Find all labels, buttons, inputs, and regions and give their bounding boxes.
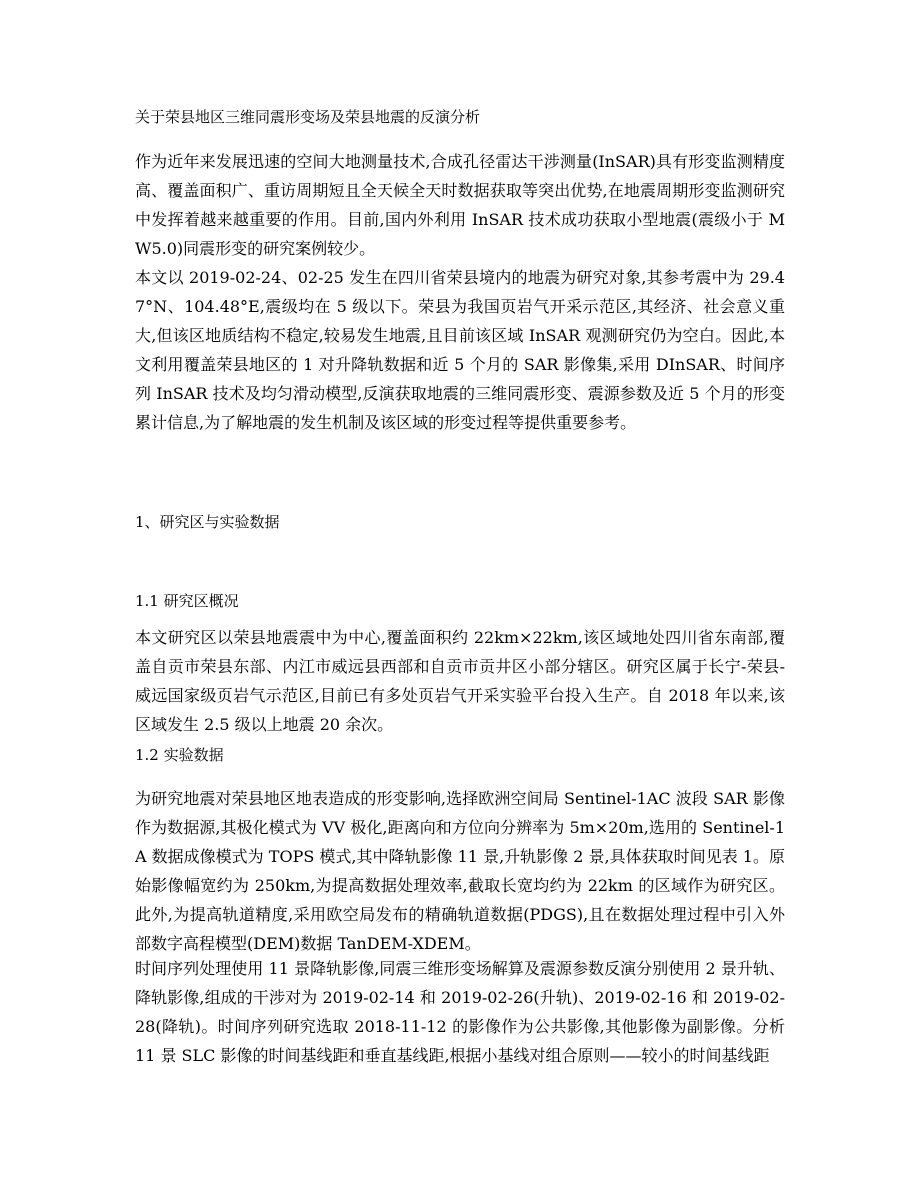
- intro-paragraph-2: 本文以 2019-02-24、02-25 发生在四川省荣县境内的地震为研究对象,其参考震中为 29.47°N、104.48°E,震级均在 5 级以下。荣县为我国页岩气开采示范区,其经济、社会意义重大,但该区地质结构不稳定,较易发生地震,且目前该区域 InSAR 观测研究仍为空白。因此,本文利用覆盖荣县地区的 1 对升降轨数据和近 5 个月的 SAR 影像集,采用 DInSAR、时间序列 InSAR 技术及均匀滑动模型,反演获取地震的三维同震形变、震源参数及近 5 个月的形变累计信息,为了解地震的发生机制及该区域的形变过程等提供重要参考。: [135, 268, 785, 432]
- section-1-1-paragraph: 本文研究区以荣县地震震中为中心,覆盖面积约 22km×22km,该区域地处四川省东南部,覆盖自贡市荣县东部、内江市威远县西部和自贡市贡井区小部分辖区。研究区属于长宁-荣县-威远国家级页岩气示范区,目前已有多处页岩气开采实验平台投入生产。自 2018 年以来,该区域发生 2.5 级以上地震 20 余次。: [135, 628, 785, 734]
- section-1-2-paragraph-1: 为研究地震对荣县地区地表造成的形变影响,选择欧洲空间局 Sentinel-1AC 波段 SAR 影像作为数据源,其极化模式为 VV 极化,距离向和方位向分辨率为 5m×20m,选用的 Sentinel-1A 数据成像模式为 TOPS 模式,其中降轨影像 11 景,升轨影像 2 景,具体获取时间见表 1。原始影像幅宽约为 250km,为提高数据处理效率,截取长宽均约为 22km 的区域作为研究区。此外,为提高轨道精度,采用欧空局发布的精确轨道数据(PDGS),且在数据处理过程中引入外部数字高程模型(DEM)数据 TanDEM-XDEM。: [135, 789, 785, 953]
- section-1-1-heading: 1.1 研究区概况: [135, 592, 239, 610]
- section-1-heading: 1、研究区与实验数据: [135, 513, 280, 531]
- intro-paragraph-1: 作为近年来发展迅速的空间大地测量技术,合成孔径雷达干涉测量(InSAR)具有形变监测精度高、覆盖面积广、重访周期短且全天候全天时数据获取等突出优势,在地震周期形变监测研究中发挥着越来越重要的作用。目前,国内外利用 InSAR 技术成功获取小型地震(震级小于 MW5.0)同震形变的研究案例较少。: [135, 152, 785, 258]
- section-1-2-paragraph-2: 时间序列处理使用 11 景降轨影像,同震三维形变场解算及震源参数反演分别使用 2 景升轨、降轨影像,组成的干涉对为 2019-02-14 和 2019-02-26(升轨)、2019-02-16 和 2019-02-28(降轨)。时间序列研究选取 2018-11-12 的影像作为公共影像,其他影像为副影像。分析 11 景 SLC 影像的时间基线距和垂直基线距,根据小基线对组合原则——较小的时间基线距: [135, 959, 785, 1065]
- document-title: 关于荣县地区三维同震形变场及荣县地震的反演分析: [135, 108, 481, 126]
- section-1-2-heading: 1.2 实验数据: [135, 746, 224, 764]
